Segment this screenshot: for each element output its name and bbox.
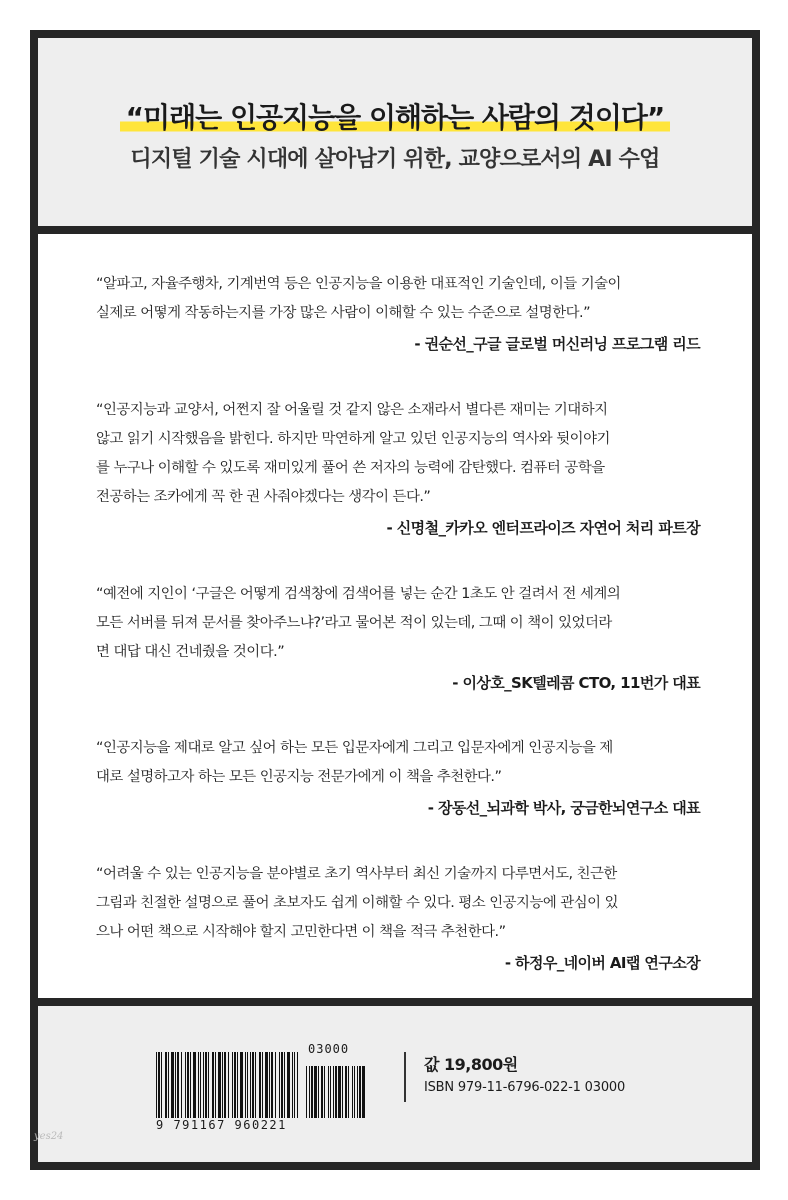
barcode-bar (338, 1066, 341, 1118)
barcode-bar (187, 1052, 189, 1118)
barcode-bar (228, 1052, 229, 1118)
barcode-bar (165, 1052, 167, 1118)
barcode-bar (193, 1052, 196, 1118)
barcode-bar (342, 1066, 343, 1118)
quote-line: 모든 서버를 뒤져 문서를 찾아주느냐?’라고 물어본 적이 있는데, 그때 이 책이 있었더라 (96, 615, 612, 631)
barcode-bar (279, 1052, 280, 1118)
endorsement-quote (96, 580, 700, 693)
quote-line: “인공지능을 제대로 알고 싶어 하는 모든 입문자에게 그리고 입문자에게 인공지능을 제 (96, 740, 613, 756)
barcode-bar (245, 1052, 246, 1118)
quote-attribution: - 신명철_카카오 엔터프라이즈 자연어 처리 파트장 (386, 519, 700, 537)
quote-line: 대로 설명하고자 하는 모든 인공지능 전문가에게 이 책을 추천한다.” (96, 769, 502, 785)
barcode-bar (297, 1052, 298, 1118)
endorsement-quote (96, 270, 700, 354)
barcode-bar (292, 1052, 293, 1118)
barcode-bar (324, 1066, 325, 1118)
headline-text: “미래는 인공지능을 이해하는 사람의 것이다” (120, 101, 671, 134)
subheadline: 디지털 기술 시대에 살아남기 위한, 교양으로서의 AI 수업 (130, 147, 660, 172)
barcode-bar (175, 1052, 176, 1118)
isbn-label: ISBN 979-11-6796-022-1 03000 (424, 1080, 626, 1095)
quote-line: “예전에 지인이 ‘구글은 어떻게 검색창에 검색어를 넣는 순간 1초도 안 걸려서 전 세계의 (96, 586, 621, 602)
barcode-bar (306, 1066, 307, 1118)
barcode-bar (177, 1052, 179, 1118)
barcode-main-bars (156, 1052, 298, 1118)
barcode-bar (240, 1052, 243, 1118)
barcode-bar (203, 1052, 204, 1118)
barcode-bar (224, 1052, 226, 1118)
barcode-bar (232, 1052, 233, 1118)
barcode-bar (352, 1066, 353, 1118)
quote-line: 않고 읽기 시작했음을 밝힌다. 하지만 막연하게 알고 있던 인공지능의 역사와 뒷이야기 (96, 431, 610, 447)
barcode-bar (321, 1066, 323, 1118)
barcode-bar (250, 1052, 251, 1118)
barcode-bar (262, 1052, 263, 1118)
back-cover-frame (30, 30, 760, 1170)
barcode-bar (218, 1052, 221, 1118)
barcode-bar (252, 1052, 254, 1118)
barcode-bar (198, 1052, 199, 1118)
quote-attribution: - 권순선_구글 글로벌 머신러닝 프로그램 리드 (414, 335, 700, 353)
quote-line: “인공지능과 교양서, 어쩐지 잘 어울릴 것 같지 않은 소재라서 별다른 재미는 기대하지 (96, 402, 608, 418)
barcode-bar (357, 1066, 358, 1118)
price-label: 값 19,800원 (424, 1055, 518, 1074)
endorsement-quote (96, 396, 700, 538)
endorsement-quote (96, 860, 700, 973)
barcode-bar (309, 1066, 310, 1118)
barcode-bar (328, 1066, 329, 1118)
barcode-bar (284, 1052, 285, 1118)
isbn-barcode (156, 1042, 396, 1136)
barcode-bar (294, 1052, 295, 1118)
barcode-bar (362, 1066, 365, 1118)
watermark-logo: yes24 (34, 1131, 64, 1142)
barcode-bar (200, 1052, 201, 1118)
barcode-bar (318, 1066, 319, 1118)
barcode-bar (190, 1052, 191, 1118)
barcode-bar (265, 1052, 268, 1118)
footer-panel (38, 1006, 752, 1162)
barcode-bar (156, 1052, 157, 1118)
barcode-bar (335, 1066, 337, 1118)
quote-attribution: - 하정우_네이버 AI랩 연구소장 (504, 954, 700, 972)
barcode-bar (158, 1052, 160, 1118)
quote-attribution: - 장동선_뇌과학 박사, 궁금한뇌연구소 대표 (427, 799, 700, 817)
quote-attribution: - 이상호_SK텔레콤 CTO, 11번가 대표 (452, 674, 700, 692)
barcode-bar (345, 1066, 347, 1118)
quote-line: 실제로 어떻게 작동하는지를 가장 많은 사람이 이해할 수 있는 수준으로 설명한다.” (96, 305, 591, 321)
quote-text (96, 734, 700, 792)
barcode-bar (171, 1052, 174, 1118)
barcode-bar (259, 1052, 261, 1118)
barcode-bar (314, 1066, 317, 1118)
barcode-bar (215, 1052, 216, 1118)
barcode-addon-bars (306, 1066, 366, 1118)
header-panel (38, 38, 752, 226)
barcode-bar (222, 1052, 223, 1118)
barcode-bar (208, 1052, 209, 1118)
quote-line: 으나 어떤 책으로 시작해야 할지 고민한다면 이 책을 적극 추천한다.” (96, 924, 506, 940)
barcode-bar (205, 1052, 207, 1118)
barcode-bar (333, 1066, 334, 1118)
barcode-bar (354, 1066, 355, 1118)
footer-divider (404, 1052, 406, 1102)
quote-text (96, 580, 700, 667)
quote-line: 면 대답 대신 건네줬을 것이다.” (96, 644, 285, 660)
barcode-bar (271, 1052, 273, 1118)
barcode-bar (359, 1066, 361, 1118)
barcode-bar (287, 1052, 290, 1118)
barcode-bar (269, 1052, 270, 1118)
barcode-bar (234, 1052, 236, 1118)
barcode-bar (212, 1052, 214, 1118)
barcode-bar (348, 1066, 349, 1118)
barcode-bar (185, 1052, 186, 1118)
barcode-bar (275, 1052, 276, 1118)
barcode-bar (247, 1052, 248, 1118)
barcode-bar (168, 1052, 169, 1118)
barcode-addon-number: 03000 (308, 1042, 350, 1056)
endorsements-panel (38, 234, 752, 998)
quote-text (96, 270, 700, 328)
endorsement-quote (96, 734, 700, 818)
barcode-number: 9 791167 960221 (156, 1118, 287, 1132)
barcode-bar (255, 1052, 256, 1118)
headline (38, 96, 752, 136)
quote-line: 전공하는 조카에게 꼭 한 권 사줘야겠다는 생각이 든다.” (96, 489, 431, 505)
quote-line: “알파고, 자율주행차, 기계번역 등은 인공지능을 이용한 대표적인 기술인데, 이들 기술이 (96, 276, 621, 292)
barcode-bar (281, 1052, 283, 1118)
barcode-bar (181, 1052, 182, 1118)
barcode-bar (311, 1066, 313, 1118)
quote-line: “어려울 수 있는 인공지능을 분야별로 초기 역사부터 최신 기술까지 다루면서도, 친근한 (96, 866, 617, 882)
barcode-bar (161, 1052, 162, 1118)
barcode-bar (330, 1066, 331, 1118)
quote-line: 를 누구나 이해할 수 있도록 재미있게 풀어 쓴 저자의 능력에 감탄했다. 컴퓨터 공학을 (96, 460, 605, 476)
quote-text (96, 396, 700, 512)
quote-line: 그림과 친절한 설명으로 풀어 초보자도 쉽게 이해할 수 있다. 평소 인공지능에 관심이 있 (96, 895, 619, 911)
barcode-bar (237, 1052, 238, 1118)
quote-text (96, 860, 700, 947)
